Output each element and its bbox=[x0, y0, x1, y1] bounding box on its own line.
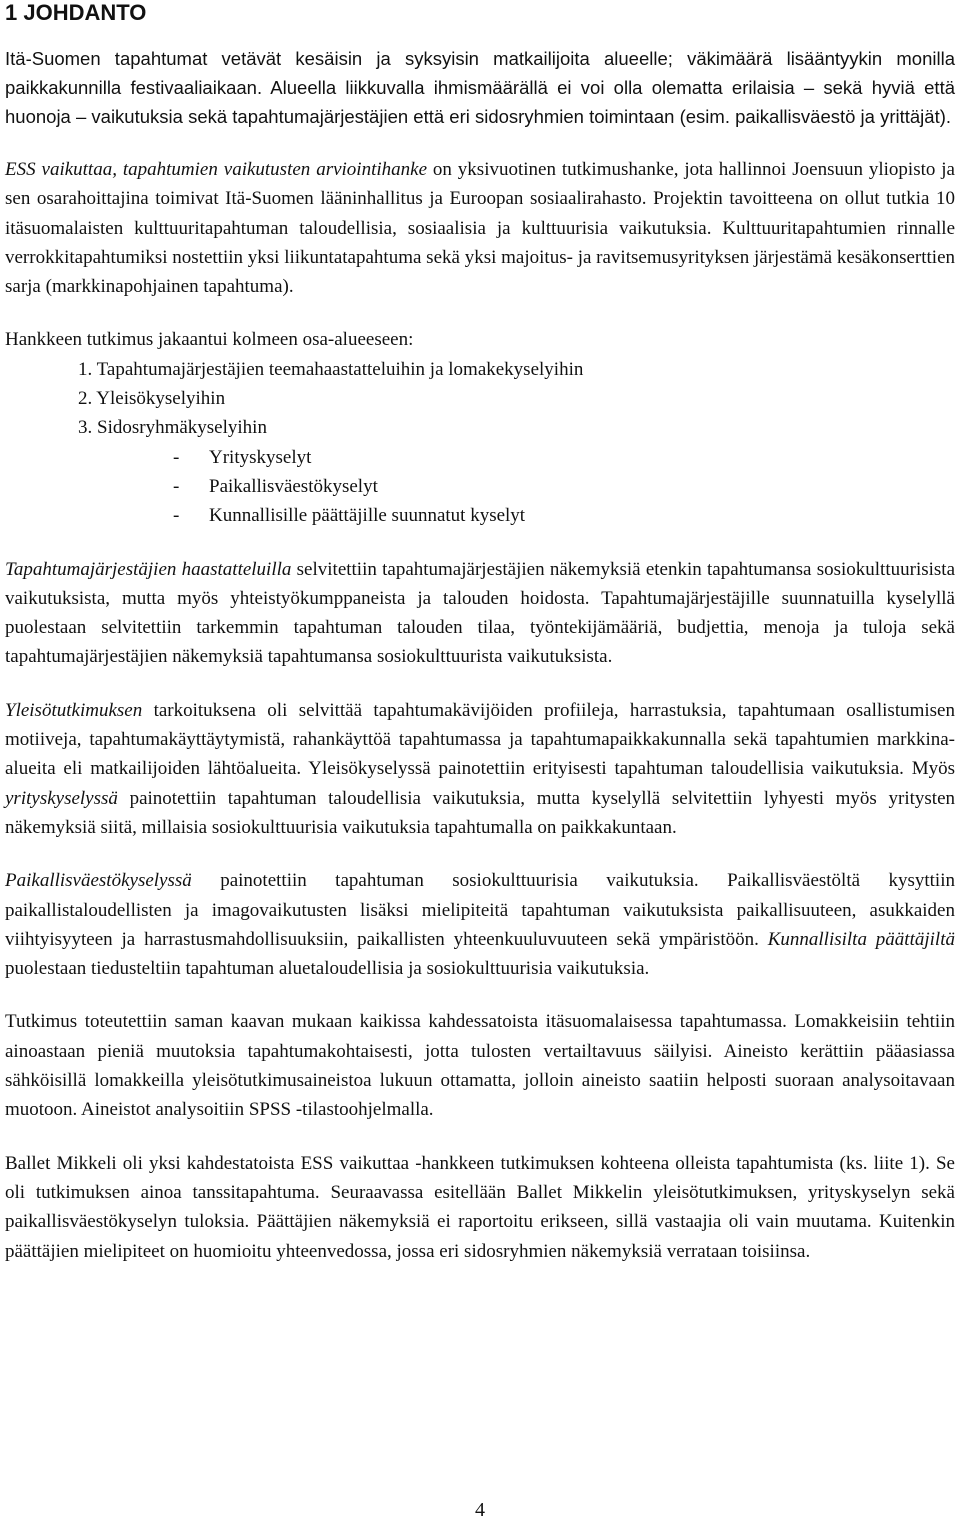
page-number: 4 bbox=[475, 1499, 485, 1521]
list-item: 1. Tapahtumajärjestäjien teemahaastatteluihin ja lomakekyselyihin bbox=[78, 358, 584, 380]
list-intro: Hankkeen tutkimus jakaantui kolmeen osa-alueeseen: bbox=[5, 329, 414, 351]
project-name: ESS vaikuttaa, tapahtumien vaikutusten arviointihanke bbox=[5, 159, 427, 180]
chapter-heading: 1 JOHDANTO bbox=[5, 0, 147, 25]
sub-list-item: - Paikallisväestökyselyt bbox=[173, 475, 378, 497]
intro-paragraph: Itä-Suomen tapahtumat vetävät kesäisin ja syksyisin matkailijoita alueelle; väkimäärä lisääntyykin monilla paikkakunnilla festivaaliaikaan. Alueella liikkuvalla ihmismäärällä ei voi olla olematta erilaisia – sekä hyviä että huonoja – vaikutuksia sekä tapahtumajärjestäjien että eri sidosryhmien toimintaan (esim. paikallisväestö ja yrittäjät). bbox=[5, 48, 955, 127]
ballet-paragraph: Ballet Mikkeli oli yksi kahdestatoista ESS vaikuttaa -hankkeen tutkimuksen kohteena olleista tapahtumista (ks. liite 1). Se oli tutkimuksen ainoa tanssitapahtuma. Seuraavassa esitellään Ballet Mikkelin yleisötutkimuksen, yrityskyselyn sekä paikallisväestökyselyn tuloksia. Päättäjien näkemyksiä ei raportoitu erikseen, sillä vastaajia oli vain muutama. Kuitenkin päättäjien mielipiteet on huomioitu yhteenvedossa, jossa eri sidosryhmien näkemyksiä verrataan toisiinsa. bbox=[5, 1152, 955, 1262]
research-list bbox=[5, 355, 955, 531]
project-paragraph: ESS vaikuttaa, tapahtumien vaikutusten arviointihanke on yksivuotinen tutkimushanke, jota hallinnoi Joensuun yliopisto ja sen osarahoittajina toimivat Itä-Suomen lääninhallitus ja Euroopan sosiaalirahasto. Projektin tavoitteena on ollut tutkia 10 itäsuomalaisten kulttuuritapahtuman taloudellisia, sosiaalisia ja kulttuurisia vaikutuksia. Kulttuuritapahtumien rinnalle verrokkitapahtumiksi nostettiin yksi liikuntatapahtuma sekä yksi majoitus- ja ravitsemusyrityksen järjestämä kesäkonserttien sarja (markkinapohjainen tapahtuma). bbox=[5, 159, 955, 298]
list-item: 2. Yleisökyselyihin bbox=[78, 388, 226, 410]
organizer-paragraph: Tapahtumajärjestäjien haastatteluilla selvitettiin tapahtumajärjestäjien näkemyksiä etenkin tapahtumansa sosiokulttuurisista vaikutuksista, mutta myös yhteistyökumppaneista ja talouden hoidosta. Tapahtumajärjestäjille suunnatuilla kyselyllä puolestaan selvitettiin tarkemmin tapahtuman talouden tilaa, työntekijämääriä, budjettia, menoja ja tuloja sekä tapahtumajärjestäjien näkemyksiä tapahtumansa sosiokulttuurista vaikutuksista. bbox=[5, 558, 956, 668]
document-page bbox=[5, 0, 955, 1266]
locals-paragraph: Paikallisväestökyselyssä painotettiin tapahtuman sosiokulttuurisia vaikutuksia. Paikallisväestöltä kysyttiin paikallistaloudellisten ja imagovaikutusten lisäksi mielipiteitä tapahtuman vaikutuksista paikallisuuteen, asukkaiden viihtyisyyteen ja harrastusmahdollisuuksiin, paikallisten yhteenkuuluvuuteen sekä ympäristöön. Kunnallisilta päättäjiltä puolestaan tiedusteltiin tapahtuman aluetaloudellisia ja sosiokulttuurisia vaikutuksia. bbox=[5, 870, 955, 980]
method-paragraph: Tutkimus toteutettiin saman kaavan mukaan kaikissa kahdessatoista itäsuomalaisessa tapahtumassa. Lomakkeisiin tehtiin ainoastaan pieniä muutoksia tapahtumakohtaisesti, jotta tulosten vertailtavuus säilyisi. Aineisto kerättiin pääasiassa sähköisillä lomakkeilla yleisötutkimusaineistoa lukuun ottamatta, jolloin aineisto saatiin helposti suoraan analysoitavaan muotoon. Aineistot analysoitiin SPSS -tilastoohjelmalla. bbox=[5, 1011, 955, 1121]
sub-list-item: - Yrityskyselyt bbox=[173, 446, 312, 468]
audience-paragraph: Yleisötutkimuksen tarkoituksena oli selvittää tapahtumakävijöiden profiileja, harrastuksia, tapahtumaan osallistumisen motiiveja, tapahtumakäyttäytymistä, rahankäyttöä tapahtumassa ja tapahtumapaikkakunnalla sekä tapahtumien markkina-alueita eli matkailijoiden lähtöalueita. Yleisökyselyssä painotettiin erityisesti tapahtuman taloudellisia vaikutuksia. Myös yrityskyselyssä painotettiin tapahtuman taloudellisia vaikutuksia, mutta kyselyllä selvitettiin lyhyesti myös yritysten näkemyksiä siitä, millaisia sosiokulttuurisia vaikutuksia tapahtumalla on paikkakuntaan. bbox=[5, 699, 955, 838]
list-item: 3. Sidosryhmäkyselyihin bbox=[78, 417, 267, 439]
sub-list-item: - Kunnallisille päättäjille suunnatut kyselyt bbox=[173, 505, 526, 527]
